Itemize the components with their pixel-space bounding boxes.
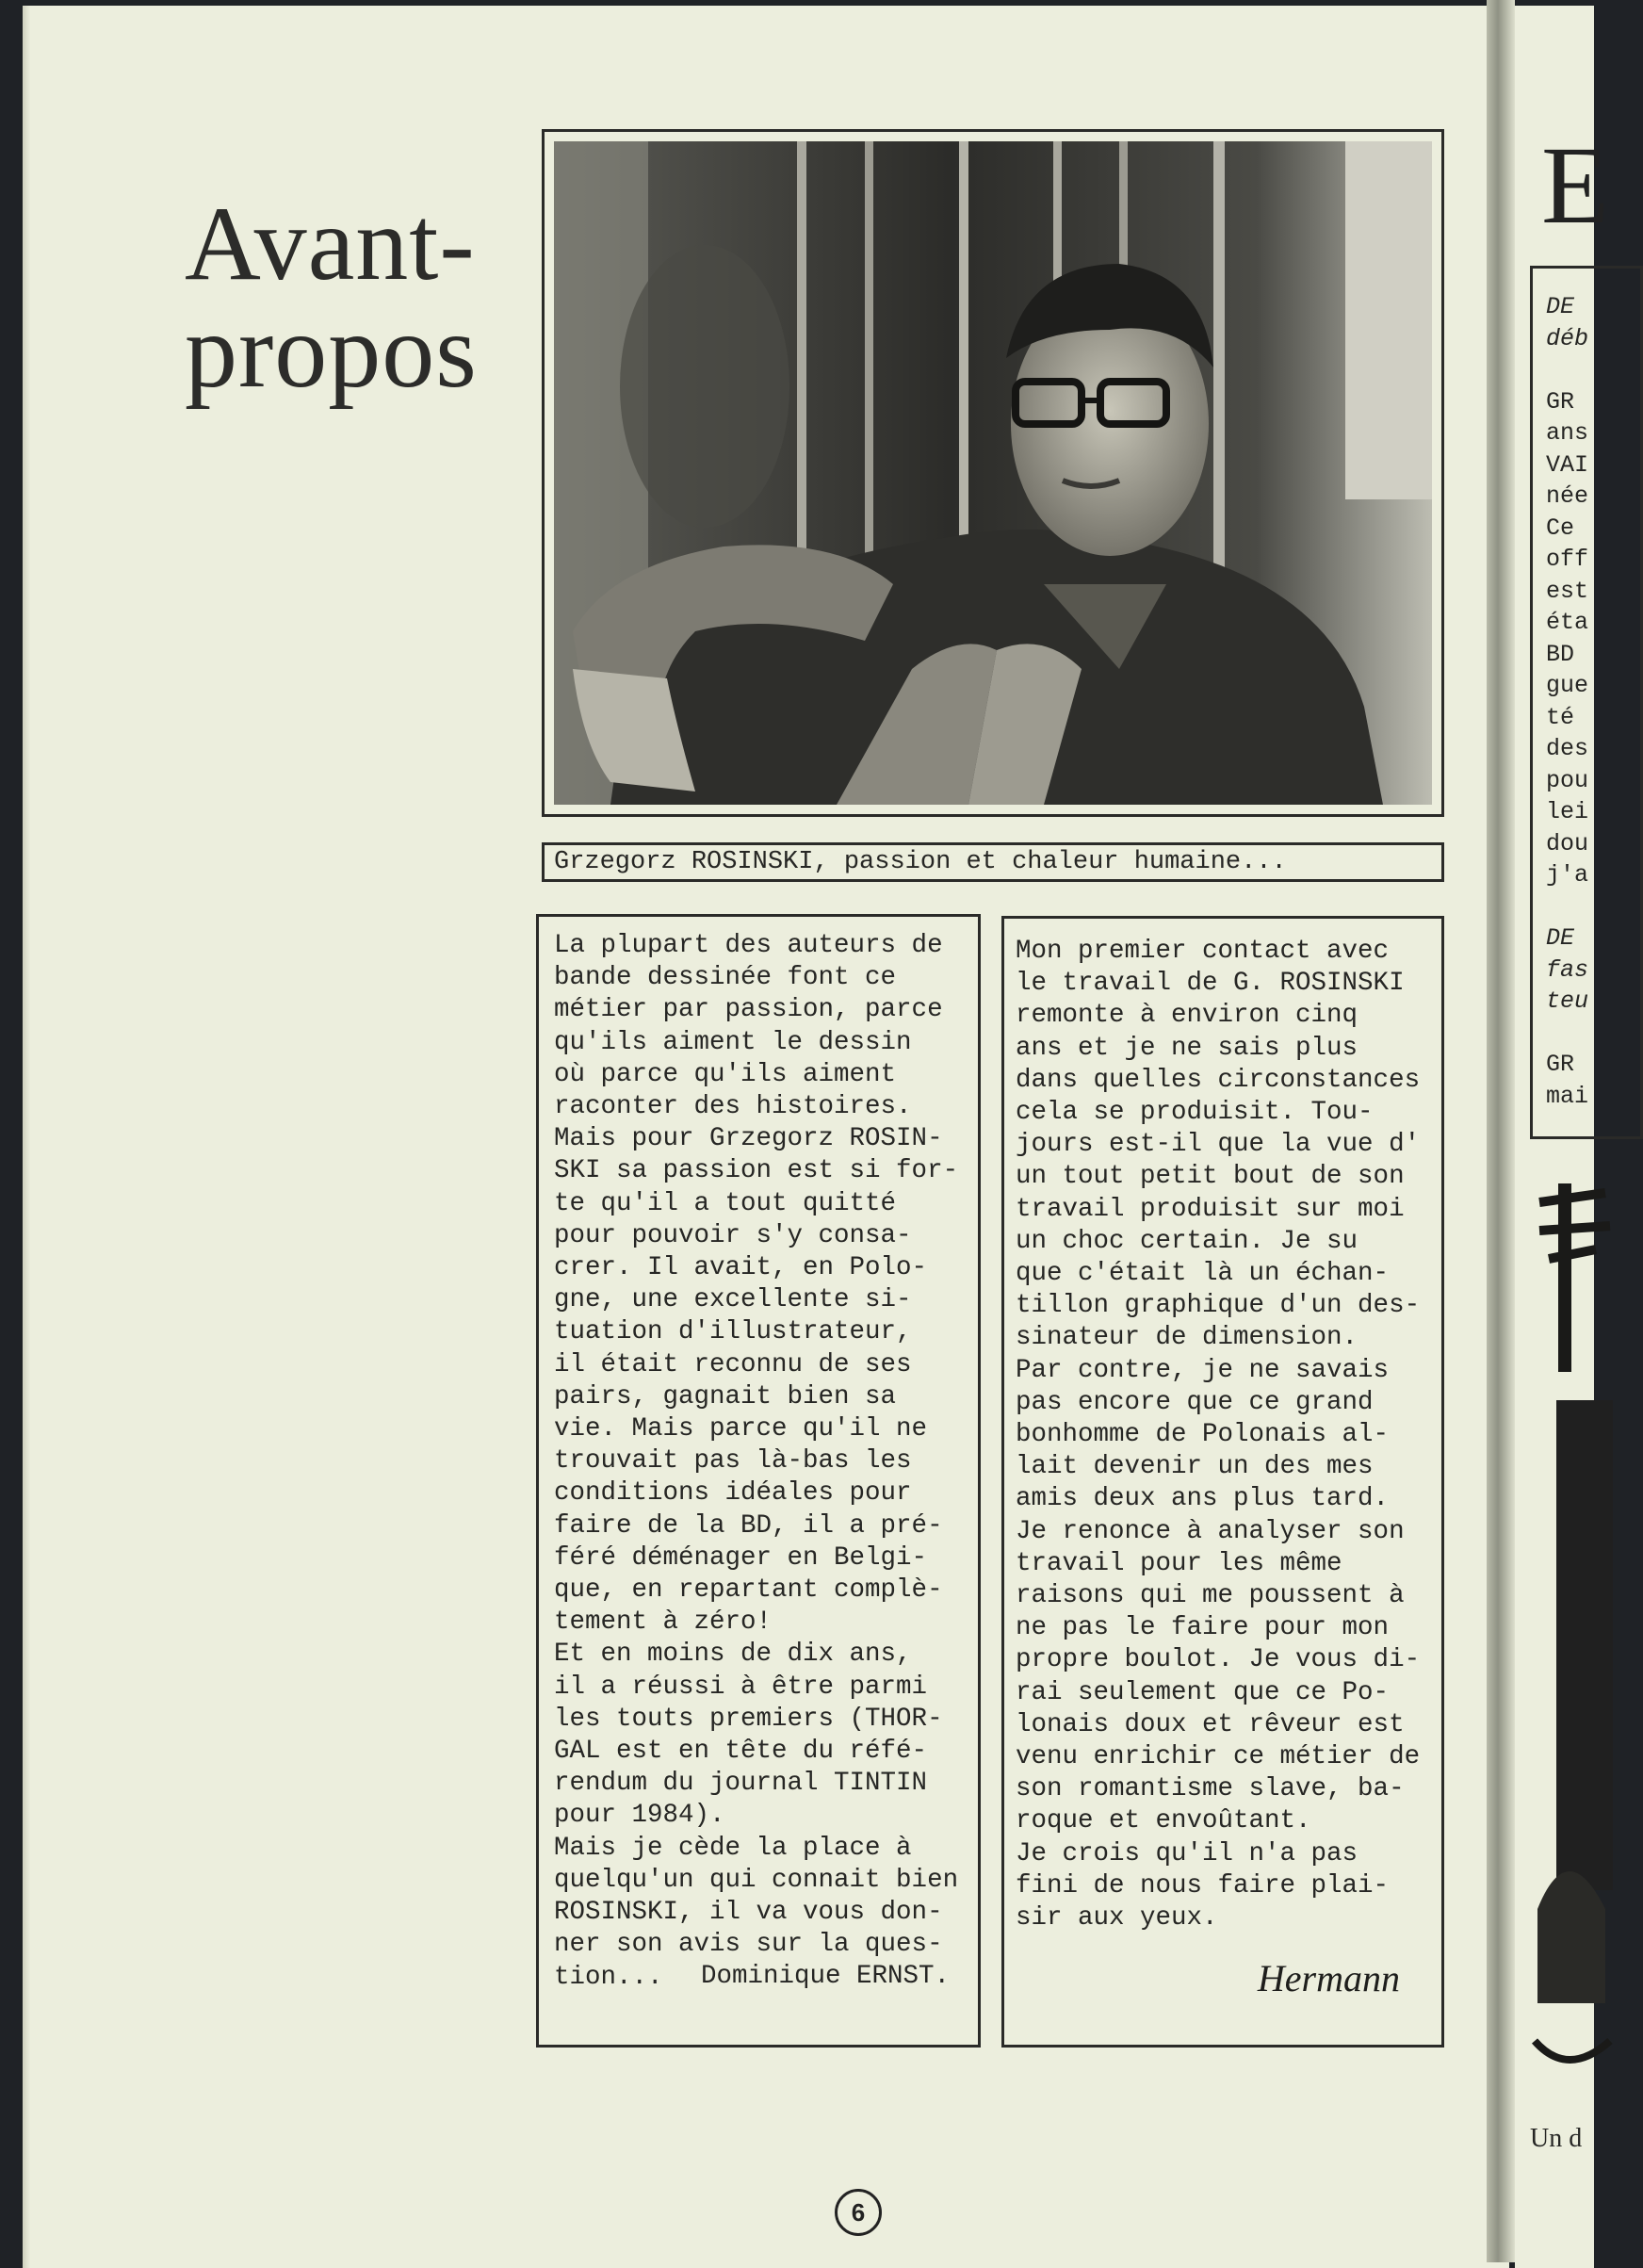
- page-fold: [1487, 0, 1515, 2262]
- next-page-line: off: [1546, 546, 1589, 573]
- text-line: Mon premier contact avec: [1016, 937, 1390, 966]
- next-page-line: BD: [1546, 640, 1575, 668]
- next-page-line: déb: [1546, 324, 1589, 352]
- text-line: sir aux yeux.: [1016, 1903, 1218, 1934]
- author-signoff: Dominique ERNST.: [700, 1962, 950, 1991]
- text-line: pour pouvoir s'y consa-: [554, 1220, 912, 1250]
- next-page-line: [1546, 354, 1640, 386]
- next-page-illustration: [1530, 1174, 1615, 2097]
- text-line: il était reconnu de ses: [554, 1349, 912, 1379]
- text-line: bonhomme de Polonais al-: [1016, 1420, 1390, 1450]
- title-line-1: Avant-: [185, 186, 476, 302]
- next-page-line: lei: [1546, 798, 1589, 825]
- text-line: La plupart des auteurs de: [554, 931, 943, 960]
- text-line: ner son avis sur la ques-: [554, 1930, 943, 1960]
- text-line: qu'ils aiment le dessin: [554, 1027, 912, 1057]
- text-line: gne, une excellente si-: [554, 1285, 912, 1315]
- text-line: jours est-il que la vue d': [1016, 1130, 1421, 1160]
- next-page-interview-box: [1530, 266, 1643, 1139]
- text-line: amis deux ans plus tard.: [1016, 1484, 1390, 1514]
- next-page-line: Ce: [1546, 514, 1575, 542]
- text-line: lonais doux et rêveur est: [1016, 1709, 1405, 1739]
- next-page-line: DE: [1546, 924, 1575, 952]
- next-page-line: j'a: [1546, 861, 1589, 889]
- next-page-line: VAI: [1546, 450, 1589, 479]
- text-line: vie. Mais parce qu'il ne: [554, 1414, 928, 1444]
- text-line: tuation d'illustrateur,: [554, 1317, 912, 1347]
- portrait-illustration: [554, 141, 1432, 805]
- text-line: où parce qu'ils aiment: [554, 1059, 897, 1089]
- next-page-line: GR: [1546, 387, 1575, 416]
- text-line: ans et je ne sais plus: [1016, 1033, 1358, 1063]
- next-page-line: té: [1546, 703, 1575, 731]
- text-line: lait devenir un des mes: [1016, 1452, 1374, 1482]
- text-line: GAL est en tête du réfé-: [554, 1737, 928, 1767]
- text-line: bande dessinée font ce: [554, 963, 897, 993]
- text-line: propre boulot. Je vous di-: [1016, 1645, 1421, 1675]
- next-page-line: des: [1546, 735, 1589, 762]
- hermann-signature: Hermann: [1257, 1957, 1400, 1999]
- next-page-line: GR: [1546, 1051, 1575, 1078]
- text-line: SKI sa passion est si for-: [554, 1156, 959, 1186]
- page-number: 6: [835, 2189, 882, 2236]
- next-page-partial: [1515, 6, 1610, 2268]
- text-line: faire de la BD, il a pré-: [554, 1510, 943, 1541]
- text-line: Mais je cède la place à: [554, 1833, 912, 1863]
- portrait-photo: [554, 141, 1432, 805]
- text-line: dans quelles circonstances: [1016, 1065, 1421, 1095]
- text-line: féré déménager en Belgi-: [554, 1542, 928, 1573]
- text-line: il a réussi à être parmi: [554, 1672, 928, 1702]
- text-line: travail pour les même: [1016, 1548, 1342, 1578]
- next-page-line: gue: [1546, 672, 1589, 699]
- text-line: tillon graphique d'un des-: [1016, 1291, 1421, 1321]
- text-line: conditions idéales pour: [554, 1478, 912, 1509]
- text-line: tement à zéro!: [554, 1607, 773, 1638]
- next-page-title: E: [1541, 123, 1610, 247]
- text-line: Et en moins de dix ans,: [554, 1640, 912, 1670]
- next-page-line: est: [1546, 577, 1589, 605]
- text-line: te qu'il a tout quitté: [554, 1188, 897, 1218]
- magazine-page: [23, 6, 1509, 2268]
- text-line: Je crois qu'il n'a pas: [1016, 1838, 1358, 1868]
- text-line: pairs, gagnait bien sa: [554, 1381, 897, 1411]
- text-line: rai seulement que ce Po-: [1016, 1677, 1390, 1707]
- next-page-line: dou: [1546, 829, 1589, 857]
- next-page-line: [1546, 1018, 1640, 1050]
- text-line: rendum du journal TINTIN: [554, 1769, 928, 1799]
- text-line: son romantisme slave, ba-: [1016, 1774, 1405, 1804]
- text-line: Mais pour Grzegorz ROSIN-: [554, 1124, 943, 1154]
- text-line: que, en repartant complè-: [554, 1575, 943, 1606]
- text-line: roque et envoûtant.: [1016, 1806, 1311, 1836]
- page-title: [185, 186, 478, 410]
- text-line: les touts premiers (THOR-: [554, 1704, 943, 1734]
- next-page-line: [1546, 891, 1640, 923]
- hermann-column: [1001, 916, 1444, 2048]
- title-line-2: propos: [185, 293, 478, 410]
- text-line: remonte à environ cinq: [1016, 1001, 1358, 1031]
- photo-caption: Grzegorz ROSINSKI, passion et chaleur humaine...: [542, 842, 1444, 882]
- text-line: pas encore que ce grand: [1016, 1387, 1374, 1417]
- text-line: crer. Il avait, en Polo-: [554, 1253, 928, 1283]
- text-line: Je renonce à analyser son: [1016, 1516, 1405, 1546]
- text-line: que c'était là un échan-: [1016, 1259, 1390, 1289]
- text-line: ne pas le faire pour mon: [1016, 1613, 1390, 1643]
- next-page-line: éta: [1546, 609, 1589, 636]
- text-line: le travail de G. ROSINSKI: [1016, 969, 1405, 999]
- next-page-line: fas: [1546, 955, 1589, 984]
- text-line: venu enrichir ce métier de: [1016, 1742, 1421, 1772]
- text-line: raisons qui me poussent à: [1016, 1581, 1405, 1611]
- text-line: raconter des histoires.: [554, 1092, 912, 1122]
- page-edge-shadow: [23, 6, 30, 2268]
- next-page-line: teu: [1546, 987, 1589, 1015]
- text-line: quelqu'un qui connait bien: [554, 1865, 959, 1895]
- text-line: cela se produisit. Tou-: [1016, 1098, 1374, 1128]
- next-page-line: née: [1546, 482, 1589, 510]
- next-page-line: pou: [1546, 766, 1589, 794]
- next-page-line: ans: [1546, 419, 1589, 447]
- text-line: un tout petit bout de son: [1016, 1162, 1405, 1192]
- intro-column: [536, 914, 981, 2048]
- next-page-line: mai: [1546, 1082, 1589, 1110]
- text-line: métier par passion, parce: [554, 995, 943, 1025]
- text-line: trouvait pas là-bas les: [554, 1446, 912, 1477]
- next-page-line: DE: [1546, 293, 1575, 320]
- next-page-caption: Un d: [1530, 2124, 1583, 2153]
- text-line: Par contre, je ne savais: [1016, 1355, 1390, 1385]
- text-line: pour 1984).: [554, 1801, 725, 1831]
- text-line: ROSINSKI, il va vous don-: [554, 1898, 943, 1928]
- text-line: travail produisit sur moi: [1016, 1194, 1405, 1224]
- text-line: fini de nous faire plai-: [1016, 1870, 1390, 1901]
- text-line: un choc certain. Je su: [1016, 1226, 1358, 1256]
- text-line: sinateur de dimension.: [1016, 1323, 1358, 1353]
- photo-frame: [542, 129, 1444, 817]
- text-line: tion...: [554, 1962, 663, 1992]
